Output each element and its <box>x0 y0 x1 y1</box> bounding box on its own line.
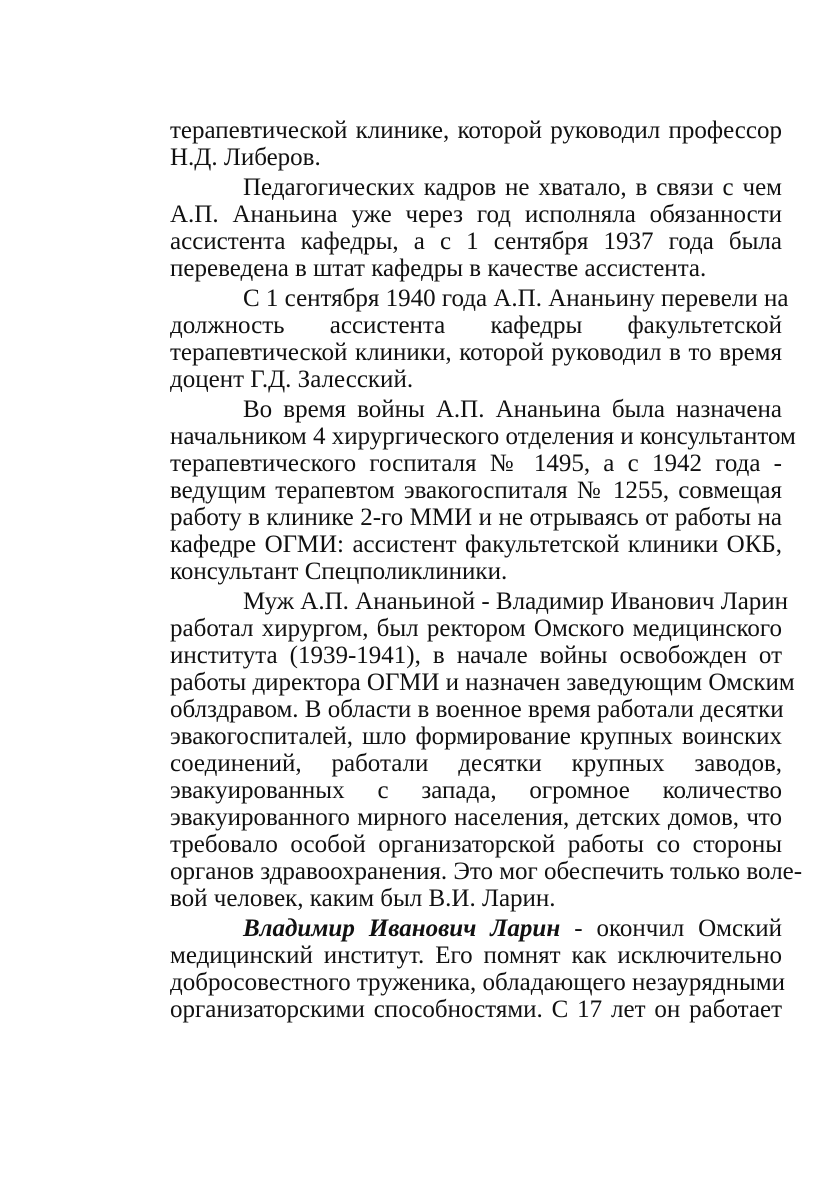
text-line: института (1939-1941), в начале войны освобожден от <box>170 642 782 669</box>
text-line: ведущим терапевтом эвакогоспиталя № 1255, совмещая <box>170 477 782 504</box>
text-line: терапевтической клиники, которой руководил в то время <box>170 339 782 366</box>
text-line: организаторскими способностями. С 17 лет он работает <box>170 996 782 1023</box>
text-line: работу в клинике 2-го ММИ и не отрываясь от работы на <box>170 504 782 531</box>
text-line: работы директора ОГМИ и назначен заведующим Омским <box>170 669 795 696</box>
text-line: облздравом. В области в военное время работали десятки <box>170 696 784 723</box>
bold-italic-name: Владимир Иванович Ларин <box>243 915 561 942</box>
text-line: терапевтической клинике, которой руководил профессор <box>170 117 782 144</box>
text-line: эвакуированного мирного населения, детских домов, что <box>170 804 782 831</box>
text-line: вой человек, каким был В.И. Ларин. <box>170 885 556 912</box>
text-line: требовало особой организаторской работы со стороны <box>170 831 782 858</box>
paragraph-first-line: Муж А.П. Ананьиной - Владимир Иванович Ларин <box>243 588 789 615</box>
text-line: должность ассистента кафедры факультетской <box>170 312 782 339</box>
paragraph-first-line: Во время войны А.П. Ананьина была назначена <box>243 396 782 423</box>
text-line: кафедре ОГМИ: ассистент факультетской клиники ОКБ, <box>170 531 782 558</box>
paragraph-first-line: Педагогических кадров не хватало, в связи с чем <box>243 174 782 201</box>
text-line: терапевтического госпиталя № 1495, а с 1942 года - <box>170 450 782 477</box>
text-line: эвакуированных с запада, огромное количество <box>170 777 782 804</box>
paragraph-first-line <box>243 914 782 944</box>
text-line: начальником 4 хирургического отделения и консультантом <box>170 423 796 450</box>
text-line: эвакогоспиталей, шло формирование крупных воинских <box>170 723 782 750</box>
text-line: добросовестного труженика, обладающего незаурядными <box>170 969 786 996</box>
text-line: консультант Спецполиклиники. <box>170 558 508 585</box>
text-line: работал хирургом, был ректором Омского медицинского <box>170 615 782 642</box>
text-line: А.П. Ананьина уже через год исполняла обязанности <box>170 201 782 228</box>
text-line: органов здравоохранения. Это мог обеспечить только воле- <box>170 858 803 885</box>
text-line: доцент Г.Д. Залесский. <box>170 366 414 393</box>
text-line: Н.Д. Либеров. <box>170 144 321 171</box>
text-line: переведена в штат кафедры в качестве ассистента. <box>170 255 707 282</box>
text-fragment: - окончил Омский <box>560 915 783 942</box>
text-line: ассистента кафедры, а с 1 сентября 1937 года была <box>170 228 782 255</box>
paragraph-first-line: С 1 сентября 1940 года А.П. Ананьину перевели на <box>243 285 789 312</box>
text-line: медицинский институт. Его помнят как исключительно <box>170 942 782 969</box>
text-line: соединений, работали десятки крупных заводов, <box>170 750 782 777</box>
